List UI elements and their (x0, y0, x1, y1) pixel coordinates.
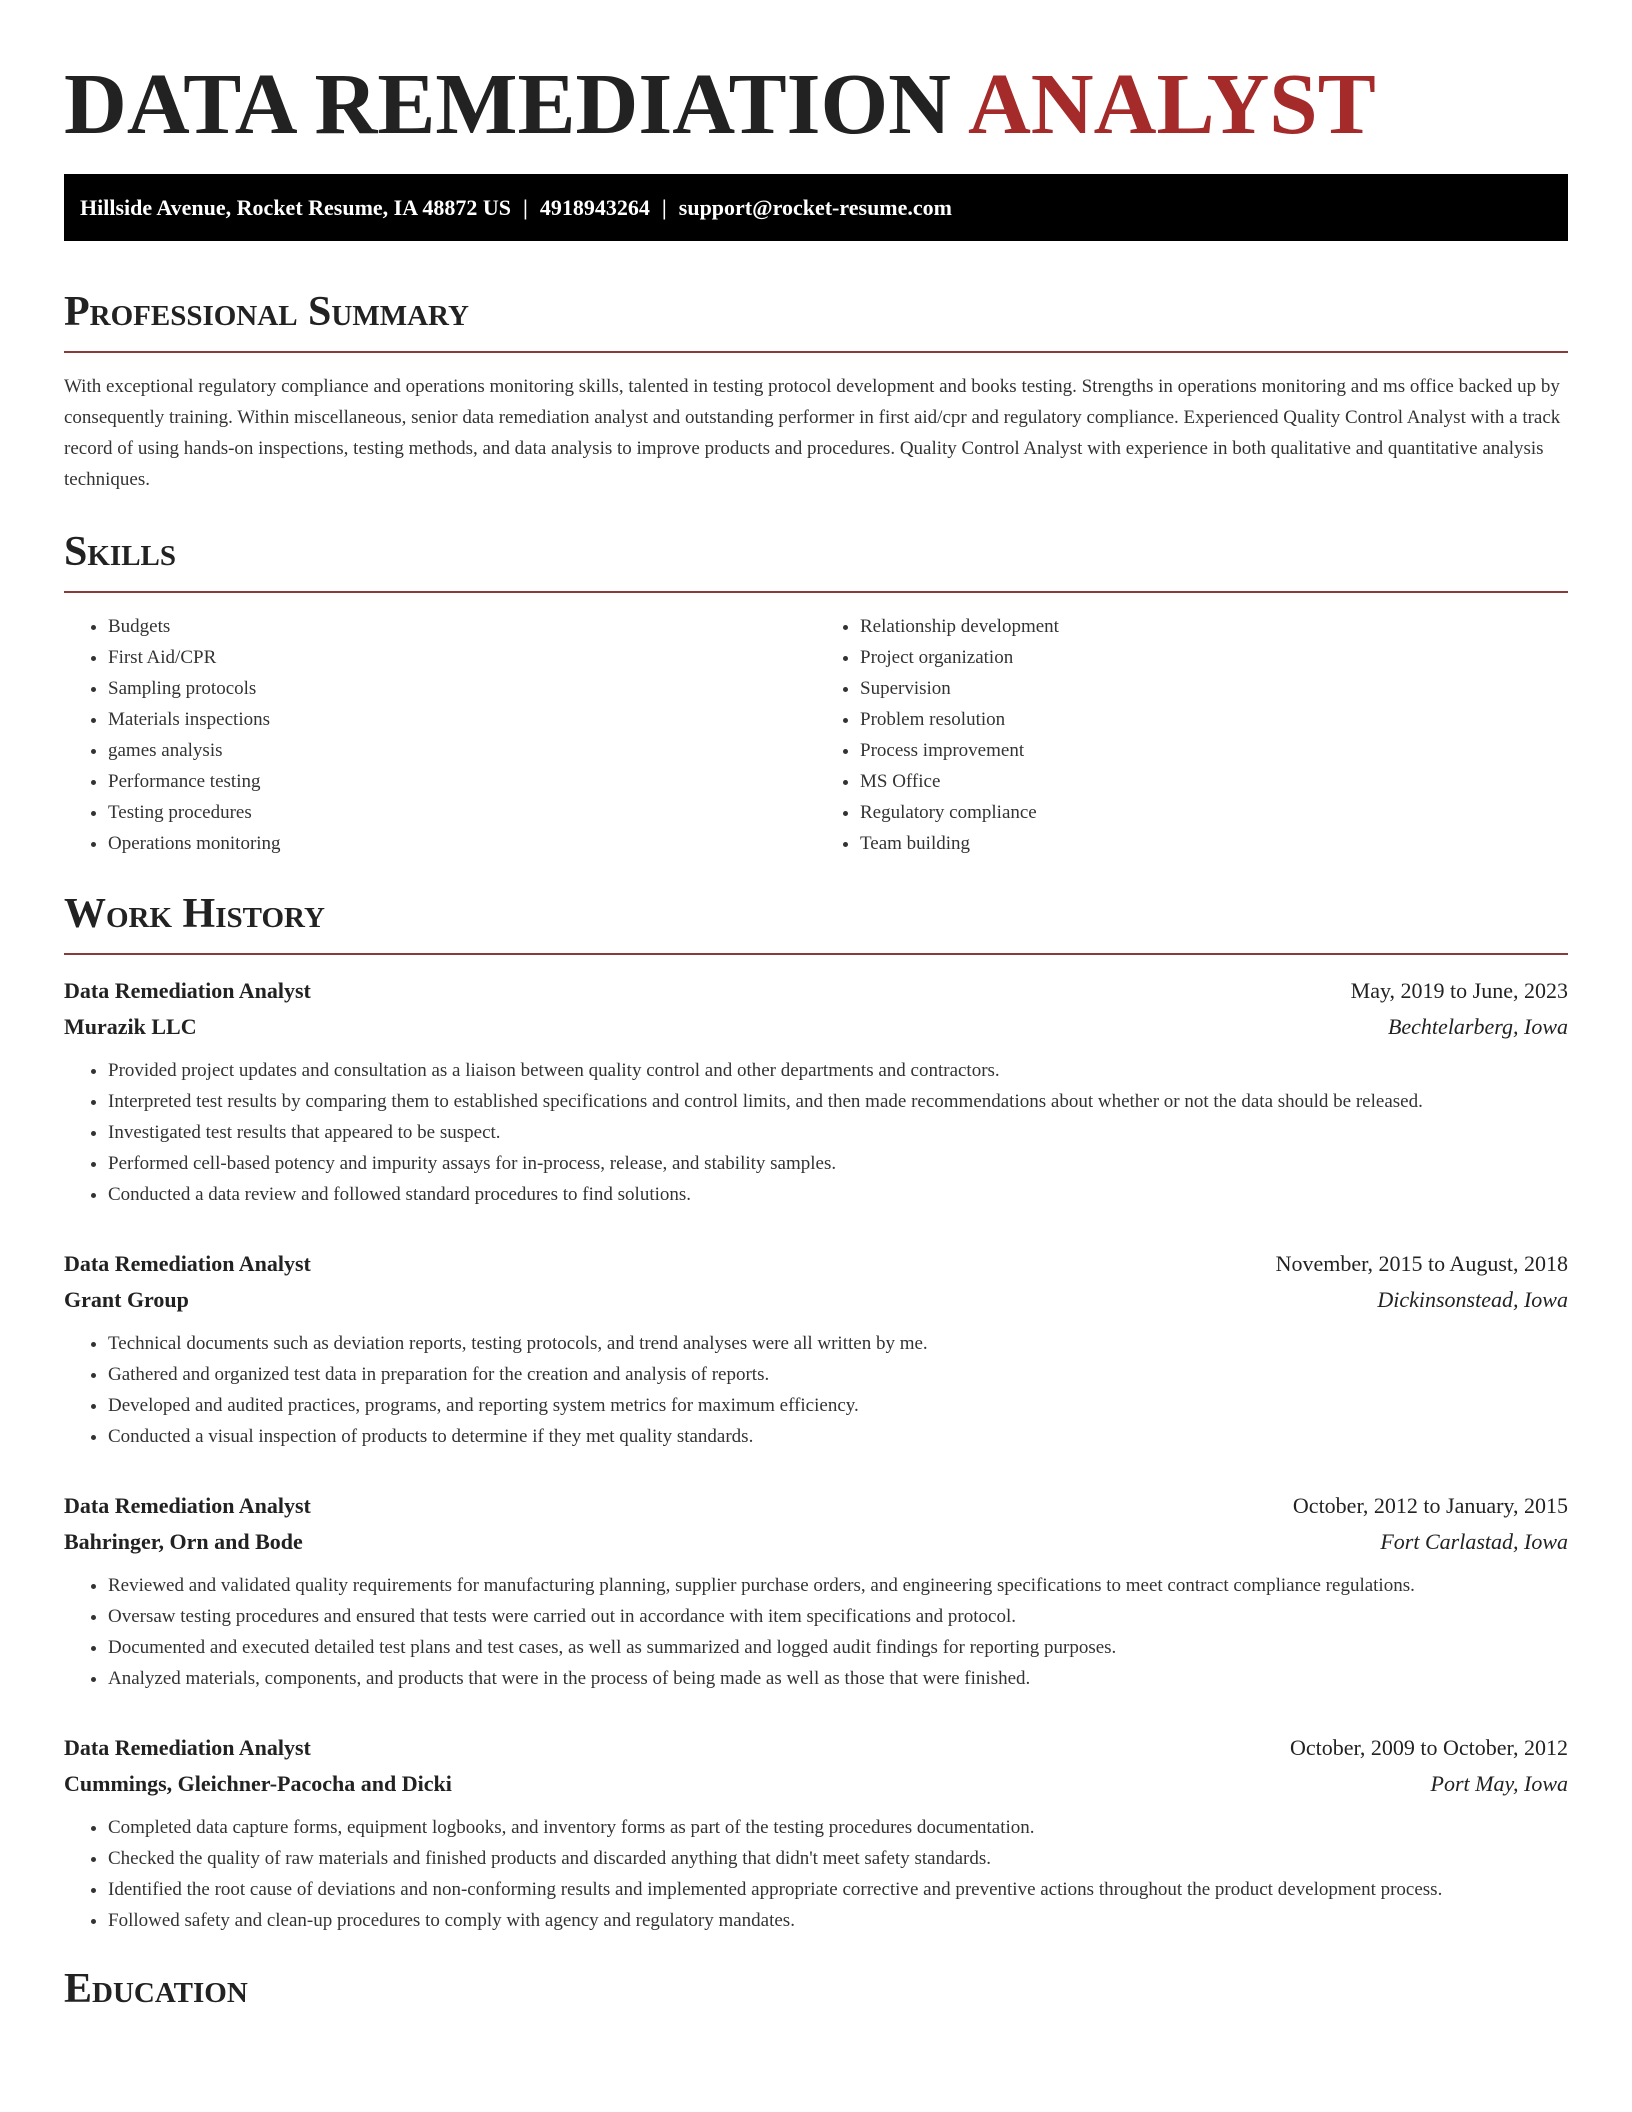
skill-item: • Team building (860, 828, 1568, 859)
job-company: Grant Group (64, 1287, 189, 1312)
contact-separator: | (661, 195, 667, 220)
job-bullet: • Conducted a visual inspection of products to determine if they met quality standards. (108, 1421, 1568, 1452)
job-dates: October, 2009 to October, 2012 (1289, 1735, 1568, 1760)
job-dates: November, 2015 to August, 2018 (1275, 1251, 1568, 1276)
skill-item: • Regulatory compliance (860, 797, 1568, 828)
job-bullet: • Completed data capture forms, equipment logbooks, and inventory forms as part of the testing procedures documentation. (108, 1812, 1568, 1843)
job-location: Bechtelarberg, Iowa (1387, 1014, 1568, 1039)
skills-column-1 (64, 611, 816, 859)
job-bullet: • Followed safety and clean-up procedures to comply with agency and regulatory mandates. (108, 1905, 1568, 1936)
job-bullet: • Interpreted test results by comparing them to established specifications and control limits, and then made recommendations about whether or not the data should be released. (108, 1086, 1568, 1117)
skill-item: • games analysis (108, 735, 816, 766)
job-company: Cummings, Gleichner-Pacocha and Dicki (64, 1771, 452, 1796)
job-entry (64, 1246, 1568, 1452)
title-main: DATA REMEDIATION (64, 55, 951, 152)
job-bullet: • Analyzed materials, components, and products that were in the process of being made as well as those that were finished. (108, 1663, 1568, 1694)
skill-item: • Supervision (860, 673, 1568, 704)
skill-item: • Sampling protocols (108, 673, 816, 704)
contact-bar (64, 174, 1568, 241)
job-location: Dickinsonstead, Iowa (1377, 1287, 1568, 1312)
job-bullets (64, 1570, 1568, 1694)
skill-item: • MS Office (860, 766, 1568, 797)
job-bullet: • Technical documents such as deviation reports, testing protocols, and trend analyses were all written by me. (108, 1328, 1568, 1359)
job-bullet: • Provided project updates and consultation as a liaison between quality control and other departments and contractors. (108, 1055, 1568, 1086)
skills-heading: Skills (64, 529, 177, 575)
work-history-heading: Work History (64, 891, 325, 937)
job-bullet: • Gathered and organized test data in preparation for the creation and analysis of reports. (108, 1359, 1568, 1390)
skill-item: • Relationship development (860, 611, 1568, 642)
job-company: Murazik LLC (64, 1014, 197, 1039)
skills-list (64, 611, 1568, 859)
job-entry (64, 1488, 1568, 1694)
skill-item: • Problem resolution (860, 704, 1568, 735)
job-bullets (64, 1055, 1568, 1210)
job-location: Port May, Iowa (1430, 1771, 1568, 1796)
job-bullets (64, 1812, 1568, 1936)
job-title: Data Remediation Analyst (64, 1493, 311, 1518)
contact-separator: | (523, 195, 528, 220)
contact-address: Hillside Avenue, Rocket Resume, IA 48872 US (80, 195, 512, 220)
contact-email: support@rocket-resume.com (678, 195, 952, 220)
title-accent: ANALYST (967, 55, 1376, 152)
job-location: Fort Carlastad, Iowa (1380, 1529, 1568, 1554)
job-title: Data Remediation Analyst (64, 978, 311, 1003)
job-bullet: • Checked the quality of raw materials and finished products and discarded anything that didn't meet safety standards. (108, 1843, 1568, 1874)
job-bullet: • Performed cell-based potency and impurity assays for in-process, release, and stability samples. (108, 1148, 1568, 1179)
job-bullet: • Documented and executed detailed test plans and test cases, as well as summarized and logged audit findings for reporting purposes. (108, 1632, 1568, 1663)
skill-item: • Operations monitoring (108, 828, 816, 859)
resume-title (64, 0, 1568, 150)
job-bullet: • Reviewed and validated quality requirements for manufacturing planning, supplier purchase orders, and engineering specifications to meet contract compliance regulations. (108, 1570, 1568, 1601)
section-divider (64, 953, 1568, 955)
section-divider (64, 351, 1568, 353)
skill-item: • Performance testing (108, 766, 816, 797)
job-dates: May, 2019 to June, 2023 (1350, 978, 1568, 1003)
skill-item: • First Aid/CPR (108, 642, 816, 673)
job-entry (64, 973, 1568, 1210)
job-bullet: • Investigated test results that appeared to be suspect. (108, 1117, 1568, 1148)
education-heading: Education (64, 1966, 248, 2012)
job-title: Data Remediation Analyst (64, 1735, 311, 1760)
summary-text: With exceptional regulatory compliance and operations monitoring skills, talented in testing protocol development and books testing. Strengths in operations monitoring and ms office backed up by consequently training. Within miscellaneous, senior data remediation analyst and outstanding performer in first aid/cpr and regulatory compliance. Experienced Quality Control Analyst with a track record of using hands-on inspections, testing methods, and data analysis to improve products and procedures. Quality Control Analyst with experience in both qualitative and quantitative analysis techniques. (64, 376, 1561, 490)
skill-item: • Budgets (108, 611, 816, 642)
job-bullet: • Conducted a data review and followed standard procedures to find solutions. (108, 1179, 1568, 1210)
skill-item: • Testing procedures (108, 797, 816, 828)
job-bullet: • Developed and audited practices, programs, and reporting system metrics for maximum efficiency. (108, 1390, 1568, 1421)
skill-item: • Materials inspections (108, 704, 816, 735)
job-company: Bahringer, Orn and Bode (64, 1529, 303, 1554)
job-bullet: • Oversaw testing procedures and ensured that tests were carried out in accordance with item specifications and protocol. (108, 1601, 1568, 1632)
job-bullet: • Identified the root cause of deviations and non-conforming results and implemented appropriate corrective and preventive actions throughout the product development process. (108, 1874, 1568, 1905)
contact-phone: 4918943264 (539, 195, 650, 220)
skill-item: • Project organization (860, 642, 1568, 673)
job-dates: October, 2012 to January, 2015 (1292, 1493, 1568, 1518)
skill-item: • Process improvement (860, 735, 1568, 766)
job-entry (64, 1730, 1568, 1936)
job-bullets (64, 1328, 1568, 1452)
skills-column-2 (816, 611, 1568, 859)
section-divider (64, 591, 1568, 593)
job-title: Data Remediation Analyst (64, 1251, 311, 1276)
summary-heading: Professional Summary (64, 289, 469, 335)
